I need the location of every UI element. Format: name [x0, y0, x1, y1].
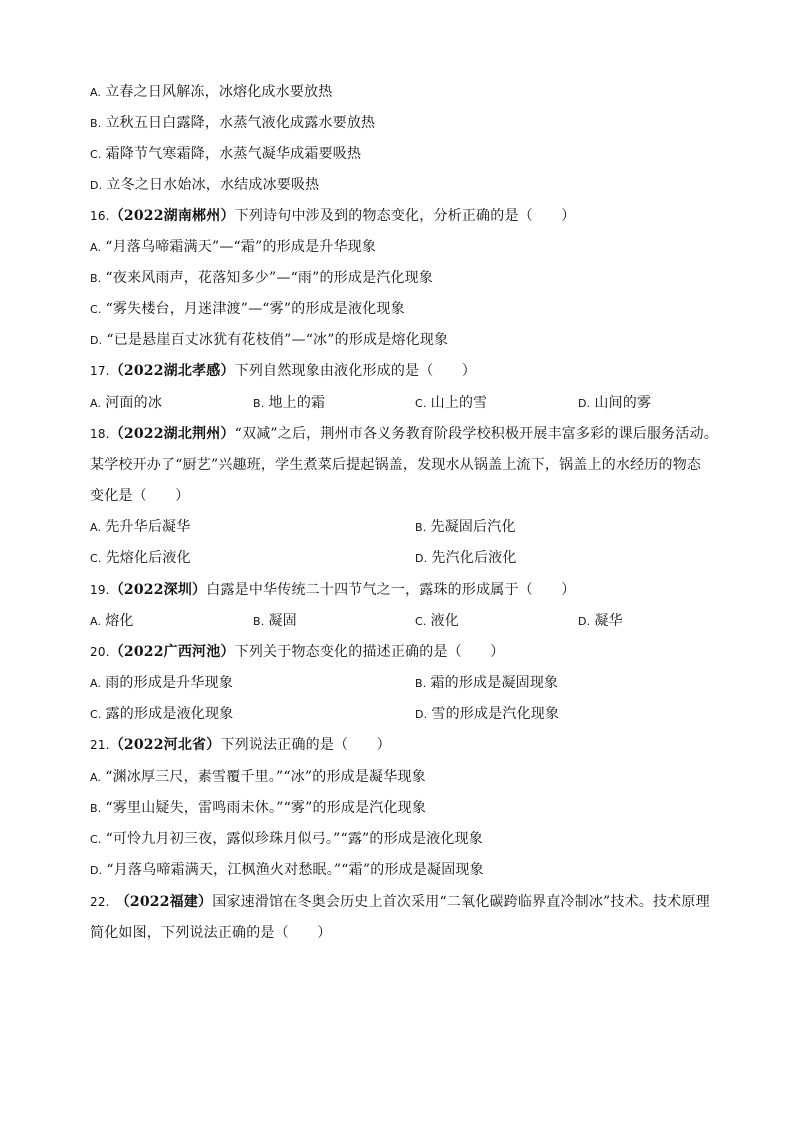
q22-stem-line1	[90, 892, 710, 912]
question-number: 16.	[90, 209, 110, 223]
q18-stem-line3: 变化是（ ）	[90, 488, 190, 504]
option-text: 先升华后凝华	[105, 519, 191, 535]
option-text: 山上的雪	[430, 395, 488, 411]
q15-option-c	[90, 144, 361, 165]
option-text: 雨的形成是升华现象	[105, 675, 234, 691]
option-text: 山间的雾	[594, 395, 652, 411]
q18-option-a	[90, 517, 190, 538]
q17-option-d	[578, 393, 651, 414]
option-text: 河面的冰	[105, 395, 163, 411]
q15-option-d	[90, 175, 319, 196]
question-number: 18.	[90, 427, 110, 441]
option-text: 霜的形成是凝固现象	[430, 675, 559, 691]
q17-option-a	[90, 393, 162, 414]
question-source: （2022湖北荆州）	[109, 426, 235, 442]
option-label: D.	[578, 397, 591, 410]
q17-stem	[90, 361, 476, 381]
q18-stem-line2: 某学校开办了“厨艺”兴趣班，学生煮菜后提起锅盖，发现水从锅盖上流下，锅盖上的水经历的物态	[90, 457, 702, 473]
question-number: 17.	[90, 364, 110, 378]
option-text: 先凝固后汽化	[430, 519, 516, 535]
option-label: C.	[90, 303, 102, 316]
option-text: 先汽化后液化	[431, 550, 517, 566]
q21-stem	[90, 735, 391, 755]
q21-option-b	[90, 798, 426, 819]
q18-option-c	[90, 548, 191, 569]
question-number: 22.	[90, 895, 110, 909]
option-label: A.	[90, 86, 102, 99]
question-number: 20.	[90, 645, 110, 659]
option-text: “月落乌啼霜满天，江枫渔火对愁眠。”“霜”的形成是凝固现象	[106, 862, 484, 878]
option-label: D.	[415, 708, 428, 721]
option-label: A.	[90, 615, 102, 628]
option-label: B.	[90, 272, 102, 285]
option-label: D.	[90, 334, 103, 347]
q15-option-a	[90, 82, 332, 103]
option-text: “雾失楼台，月迷津渡”—“雾”的形成是液化现象	[105, 301, 405, 317]
question-text: 下列诗句中涉及到的物态变化，分析正确的是（ ）	[234, 208, 576, 224]
option-label: D.	[90, 179, 103, 192]
question-text: 下列自然现象由液化形成的是（ ）	[234, 363, 477, 379]
q16-option-c	[90, 299, 405, 320]
option-label: D.	[578, 615, 591, 628]
option-label: B.	[415, 677, 427, 690]
q17-option-b	[253, 393, 325, 414]
option-text: 立秋五日白露降，水蒸气液化成露水要放热	[105, 115, 376, 131]
option-text: “夜来风雨声，花落知多少”—“雨”的形成是汽化现象	[105, 270, 434, 286]
option-label: C.	[415, 397, 427, 410]
q19-option-a	[90, 611, 134, 632]
option-label: C.	[90, 552, 102, 565]
option-label: C.	[415, 615, 427, 628]
question-source: （2022湖北孝感）	[109, 363, 235, 379]
q16-stem	[90, 206, 575, 226]
question-number: 19.	[90, 583, 110, 597]
option-text: “渊冰厚三尺，素雪覆千里。”“冰”的形成是凝华现象	[105, 769, 426, 785]
option-label: B.	[90, 802, 102, 815]
option-label: B.	[253, 397, 265, 410]
q20-option-d	[415, 704, 559, 725]
option-label: A.	[90, 521, 102, 534]
option-text: 熔化	[105, 613, 134, 629]
question-number: 21.	[90, 738, 110, 752]
question-text: “双减”之后，荆州市各义务教育阶段学校积极开展丰富多彩的课后服务活动。	[234, 426, 718, 442]
question-text: 下列关于物态变化的描述正确的是（ ）	[234, 644, 505, 660]
option-text: 立春之日风解冻，冰熔化成水要放热	[105, 84, 333, 100]
option-text: 凝华	[594, 613, 623, 629]
question-text: 国家速滑馆在冬奥会历史上首次采用“二氧化碳跨临界直冷制冰”技术。技术原理	[212, 894, 710, 910]
q19-option-d	[578, 611, 623, 632]
option-text: 凝固	[268, 613, 297, 629]
option-label: C.	[90, 148, 102, 161]
question-source: （2022河北省）	[109, 737, 221, 753]
option-label: A.	[90, 241, 102, 254]
option-label: A.	[90, 677, 102, 690]
q19-stem	[90, 580, 575, 600]
q15-option-b	[90, 113, 375, 134]
option-text: 雪的形成是汽化现象	[431, 706, 560, 722]
option-label: D.	[90, 864, 103, 877]
q21-option-c	[90, 829, 483, 850]
question-source: （2022广西河池）	[109, 644, 235, 660]
option-label: B.	[253, 615, 265, 628]
option-text: “雾里山疑失，雷鸣雨未休。”“雾”的形成是汽化现象	[105, 800, 427, 816]
option-text: “月落乌啼霜满天”—“霜”的形成是升华现象	[105, 239, 377, 255]
question-source: （2022深圳）	[109, 582, 207, 598]
q16-option-b	[90, 268, 433, 289]
option-text: 先熔化后液化	[105, 550, 191, 566]
option-text: 霜降节气寒霜降，水蒸气凝华成霜要吸热	[105, 146, 362, 162]
q20-option-c	[90, 704, 233, 725]
option-text: “可怜九月初三夜，露似珍珠月似弓。”“露”的形成是液化现象	[105, 831, 484, 847]
q18-option-d	[415, 548, 517, 569]
q21-option-d	[90, 860, 484, 881]
option-label: A.	[90, 397, 102, 410]
question-source: （2022福建）	[115, 894, 213, 910]
option-label: C.	[90, 833, 102, 846]
q17-option-c	[415, 393, 487, 414]
q20-option-a	[90, 673, 233, 694]
option-label: A.	[90, 771, 102, 784]
option-text: 露的形成是液化现象	[105, 706, 234, 722]
question-text: 白露是中华传统二十四节气之一，露珠的形成属于（ ）	[206, 582, 576, 598]
q18-option-b	[415, 517, 516, 538]
q18-stem-line1	[90, 424, 718, 444]
q19-option-b	[253, 611, 297, 632]
question-text: 下列说法正确的是（ ）	[220, 737, 391, 753]
option-label: B.	[415, 521, 427, 534]
option-text: “已是悬崖百丈冰犹有花枝俏”—“冰”的形成是熔化现象	[106, 332, 449, 348]
q16-option-d	[90, 330, 448, 351]
q22-stem-line2: 简化如图，下列说法正确的是（ ）	[90, 925, 332, 941]
option-text: 液化	[430, 613, 459, 629]
q20-stem	[90, 642, 504, 662]
option-label: C.	[90, 708, 102, 721]
q16-option-a	[90, 237, 376, 258]
q20-option-b	[415, 673, 558, 694]
q21-option-a	[90, 767, 426, 788]
option-label: B.	[90, 117, 102, 130]
q19-option-c	[415, 611, 459, 632]
option-label: D.	[415, 552, 428, 565]
option-text: 地上的霜	[268, 395, 326, 411]
question-source: （2022湖南郴州）	[109, 208, 235, 224]
option-text: 立冬之日水始冰，水结成冰要吸热	[106, 177, 320, 193]
